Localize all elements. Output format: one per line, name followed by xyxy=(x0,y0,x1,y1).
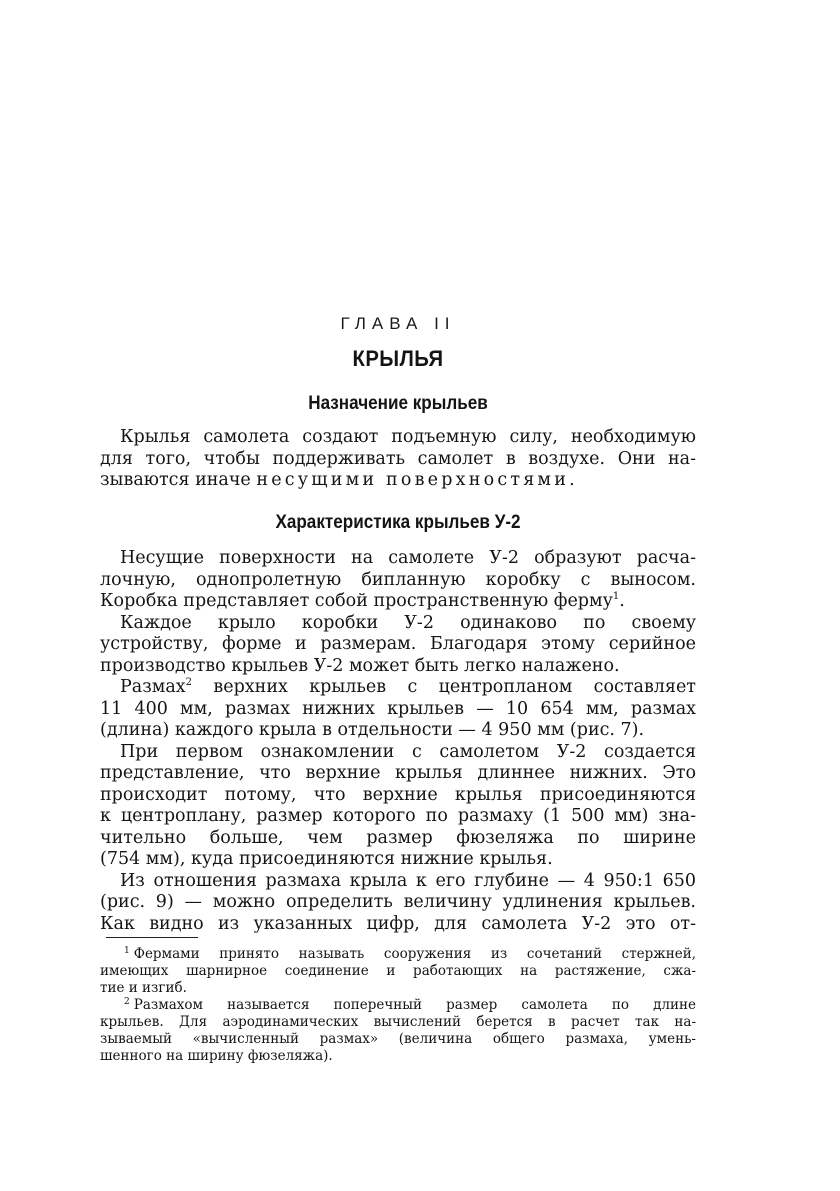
text-fragment: Размах xyxy=(120,677,186,697)
text-fragment: Фермами принято называть сооружения из сочетаний стержней, xyxy=(133,946,696,962)
text-line: чительно больше, чем размер фюзеляжа по ширине xyxy=(100,827,696,848)
text-fragment: . xyxy=(619,591,625,611)
text-line: (рис. 9) — можно определить величину удлинения крыльев. xyxy=(100,892,696,912)
footnote-1-line: тие и изгиб. xyxy=(100,980,187,996)
footnote-1-line: имеющих шарнирное соединение и работающих на растяжение, сжа- xyxy=(100,963,696,979)
emphasis-text: несущими поверхностями. xyxy=(256,470,578,490)
footnote-2-line: зываемый «вычисленный размах» (величина общего размаха, умень- xyxy=(100,1031,696,1047)
footnote-marker: 1 xyxy=(124,946,130,956)
text-line: Из отношения размаха крыла к его глубине — 4 950:1 650 xyxy=(120,870,696,891)
text-line: Каждое крыло коробки У-2 одинаково по своему xyxy=(120,612,696,633)
text-line: Как видно из указанных цифр, для самолета У-2 это от- xyxy=(100,913,696,934)
footnote-marker: 2 xyxy=(124,997,130,1007)
text-line: Несущие поверхности на самолете У-2 образуют расча- xyxy=(120,548,696,568)
footnote-1-line xyxy=(100,946,696,963)
text-line: 11 400 мм, размах нижних крыльев — 10 654 мм, размах xyxy=(100,698,696,719)
text-line: (длина) каждого крыла в отдельности — 4 950 мм (рис. 7). xyxy=(100,720,645,740)
section-heading-purpose: Назначение крыльев xyxy=(308,393,488,414)
paragraph-aspect-ratio xyxy=(100,871,696,936)
text-line xyxy=(100,591,696,613)
paragraph-wingspan xyxy=(100,677,696,742)
paragraph-purpose xyxy=(100,427,696,492)
chapter-title: КРЫЛЬЯ xyxy=(352,346,444,371)
text-line: При первом ознакомлении с самолетом У-2 создается xyxy=(120,741,696,762)
text-line: устройству, форме и размерам. Благодаря этому серийное xyxy=(100,634,696,654)
text-line xyxy=(100,677,696,699)
text-fragment: верхних крыльев с центропланом составляет xyxy=(192,677,696,697)
paragraph-first-impression xyxy=(100,742,696,871)
book-page xyxy=(100,0,696,1191)
footnote-2-line xyxy=(100,997,696,1014)
section-heading-characteristics: Характеристика крыльев У-2 xyxy=(275,512,521,533)
text-line xyxy=(100,470,696,492)
text-fragment: зываются иначе xyxy=(100,470,257,490)
text-line: производство крыльев У-2 может быть легко налажено. xyxy=(100,655,620,676)
text-line: лочную, однопролетную бипланную коробку с выносом. xyxy=(100,569,696,590)
text-line: происходит потому, что верхние крылья присоединяются xyxy=(100,784,696,805)
footnote-2-line: шенного на ширину фюзеляжа). xyxy=(100,1048,333,1064)
footnote-2-line: крыльев. Для аэродинамических вычислений берется в расчет так на- xyxy=(100,1014,696,1030)
text-fragment: Коробка представляет собой пространственную ферму xyxy=(100,591,613,611)
text-line: представление, что верхние крылья длиннее нижних. Это xyxy=(100,763,696,783)
footnote-ref: 1 xyxy=(612,591,620,602)
text-line: для того, чтобы поддерживать самолет в воздухе. Они на- xyxy=(100,448,696,469)
paragraph-wing-design xyxy=(100,613,696,678)
text-fragment: Размахом называется поперечный размер самолета по длине xyxy=(133,997,696,1013)
text-line: (754 мм), куда присоединяются нижние крылья. xyxy=(100,849,553,869)
text-line: Крылья самолета создают подъемную силу, необходимую xyxy=(120,427,696,447)
paragraph-carrying-surfaces xyxy=(100,548,696,613)
chapter-label: ГЛАВА II xyxy=(340,314,456,333)
text-line: к центроплану, размер которого по размаху (1 500 мм) зна- xyxy=(100,806,696,826)
footnote-ref: 2 xyxy=(185,677,193,688)
footnotes xyxy=(100,946,696,1065)
footnote-divider xyxy=(106,937,198,938)
